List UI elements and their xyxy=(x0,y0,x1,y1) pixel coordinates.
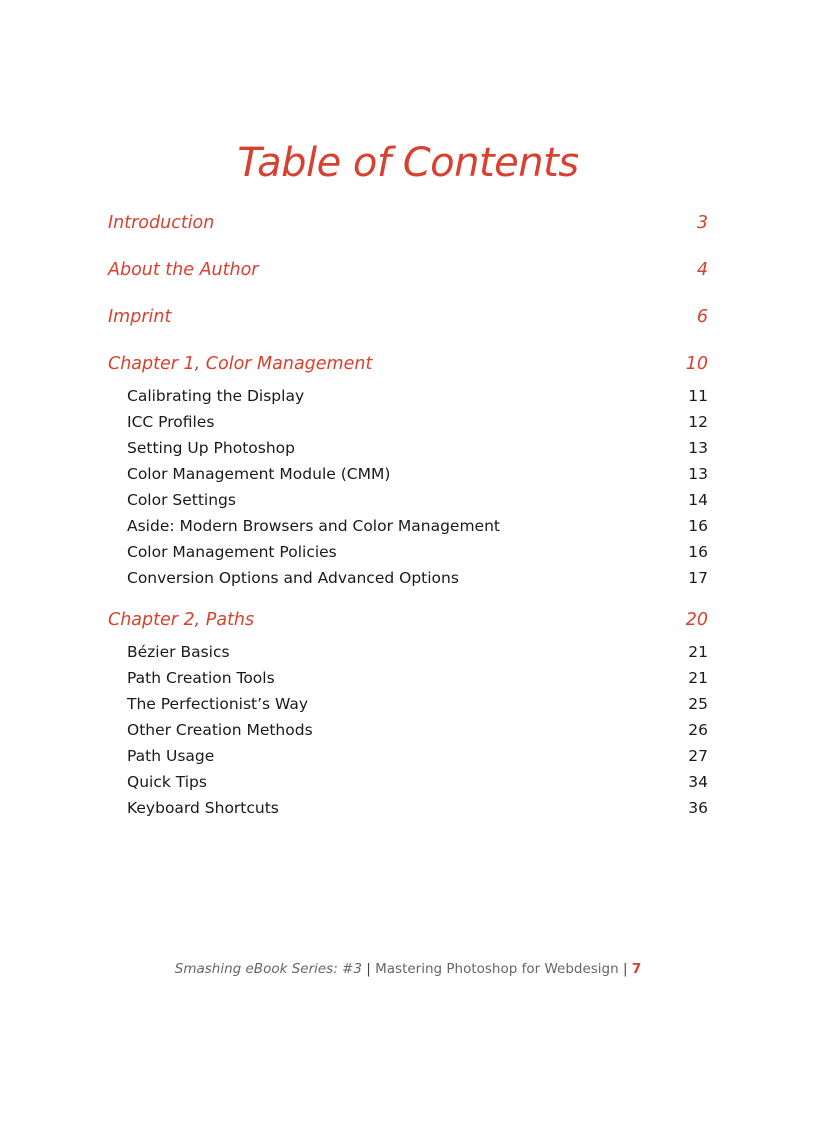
section-page: 11 xyxy=(688,387,708,405)
toc-chapter-1[interactable] xyxy=(108,349,708,379)
section-label: Color Management Module (CMM) xyxy=(127,465,391,483)
toc-section[interactable] xyxy=(108,639,708,665)
toc-section[interactable] xyxy=(108,565,708,591)
toc-section[interactable] xyxy=(108,487,708,513)
section-label: Keyboard Shortcuts xyxy=(127,799,279,817)
chapter-1-sections xyxy=(108,383,708,591)
section-page: 12 xyxy=(688,413,708,431)
footer-series: Smashing eBook Series: #3 xyxy=(174,961,362,977)
section-label: Other Creation Methods xyxy=(127,721,313,739)
chapter-label: Chapter 1, Color Management xyxy=(108,354,373,374)
footer-separator: | xyxy=(366,961,371,977)
section-page: 21 xyxy=(688,669,708,687)
page-title: Table of Contents xyxy=(237,140,579,186)
section-label: Aside: Modern Browsers and Color Management xyxy=(127,517,500,535)
toc-section[interactable] xyxy=(108,743,708,769)
chapter-label: Chapter 2, Paths xyxy=(108,610,255,630)
section-label: Setting Up Photoshop xyxy=(127,439,295,457)
toc-entry-page: 6 xyxy=(696,307,708,327)
section-page: 14 xyxy=(688,491,708,509)
section-label: Color Management Policies xyxy=(127,543,337,561)
toc-section[interactable] xyxy=(108,665,708,691)
toc-section[interactable] xyxy=(108,383,708,409)
section-label: Quick Tips xyxy=(127,773,207,791)
toc-section[interactable] xyxy=(108,691,708,717)
toc-section[interactable] xyxy=(108,717,708,743)
toc-section[interactable] xyxy=(108,795,708,821)
footer-page-number: 7 xyxy=(631,961,642,977)
toc-section[interactable] xyxy=(108,461,708,487)
section-label: Calibrating the Display xyxy=(127,387,305,405)
page-footer xyxy=(0,958,816,980)
toc-section[interactable] xyxy=(108,769,708,795)
section-label: ICC Profiles xyxy=(127,413,215,431)
section-page: 36 xyxy=(688,799,708,817)
section-label: Bézier Basics xyxy=(127,643,230,661)
section-label: Path Usage xyxy=(127,747,215,765)
footer-book-title: Mastering Photoshop for Webdesign xyxy=(375,961,619,977)
toc-chapter-2[interactable] xyxy=(108,605,708,635)
footer-separator: | xyxy=(622,961,628,977)
section-page: 27 xyxy=(688,747,708,765)
toc-entry-label: About the Author xyxy=(108,260,259,280)
section-page: 25 xyxy=(688,695,708,713)
toc-entry-about-the-author[interactable] xyxy=(108,255,708,285)
section-page: 13 xyxy=(688,465,708,483)
chapter-page: 10 xyxy=(685,354,708,374)
section-page: 26 xyxy=(688,721,708,739)
section-label: Path Creation Tools xyxy=(127,669,275,687)
chapter-2-sections xyxy=(108,639,708,821)
section-label: Color Settings xyxy=(127,491,236,509)
section-page: 21 xyxy=(688,643,708,661)
section-page: 17 xyxy=(688,569,708,587)
section-page: 16 xyxy=(688,543,708,561)
section-page: 34 xyxy=(688,773,708,791)
toc-entry-label: Imprint xyxy=(108,307,172,327)
toc-section[interactable] xyxy=(108,409,708,435)
section-page: 16 xyxy=(688,517,708,535)
toc-section[interactable] xyxy=(108,539,708,565)
toc-section[interactable] xyxy=(108,435,708,461)
toc-entry-page: 3 xyxy=(696,213,708,233)
toc-entry-page: 4 xyxy=(696,260,708,280)
toc-entry-introduction[interactable] xyxy=(108,208,708,238)
table-of-contents xyxy=(108,208,708,835)
chapter-page: 20 xyxy=(685,610,708,630)
toc-entry-label: Introduction xyxy=(108,213,215,233)
toc-entry-imprint[interactable] xyxy=(108,302,708,332)
section-label: The Perfectionist’s Way xyxy=(127,695,309,713)
toc-section[interactable] xyxy=(108,513,708,539)
section-label: Conversion Options and Advanced Options xyxy=(127,569,459,587)
section-page: 13 xyxy=(688,439,708,457)
